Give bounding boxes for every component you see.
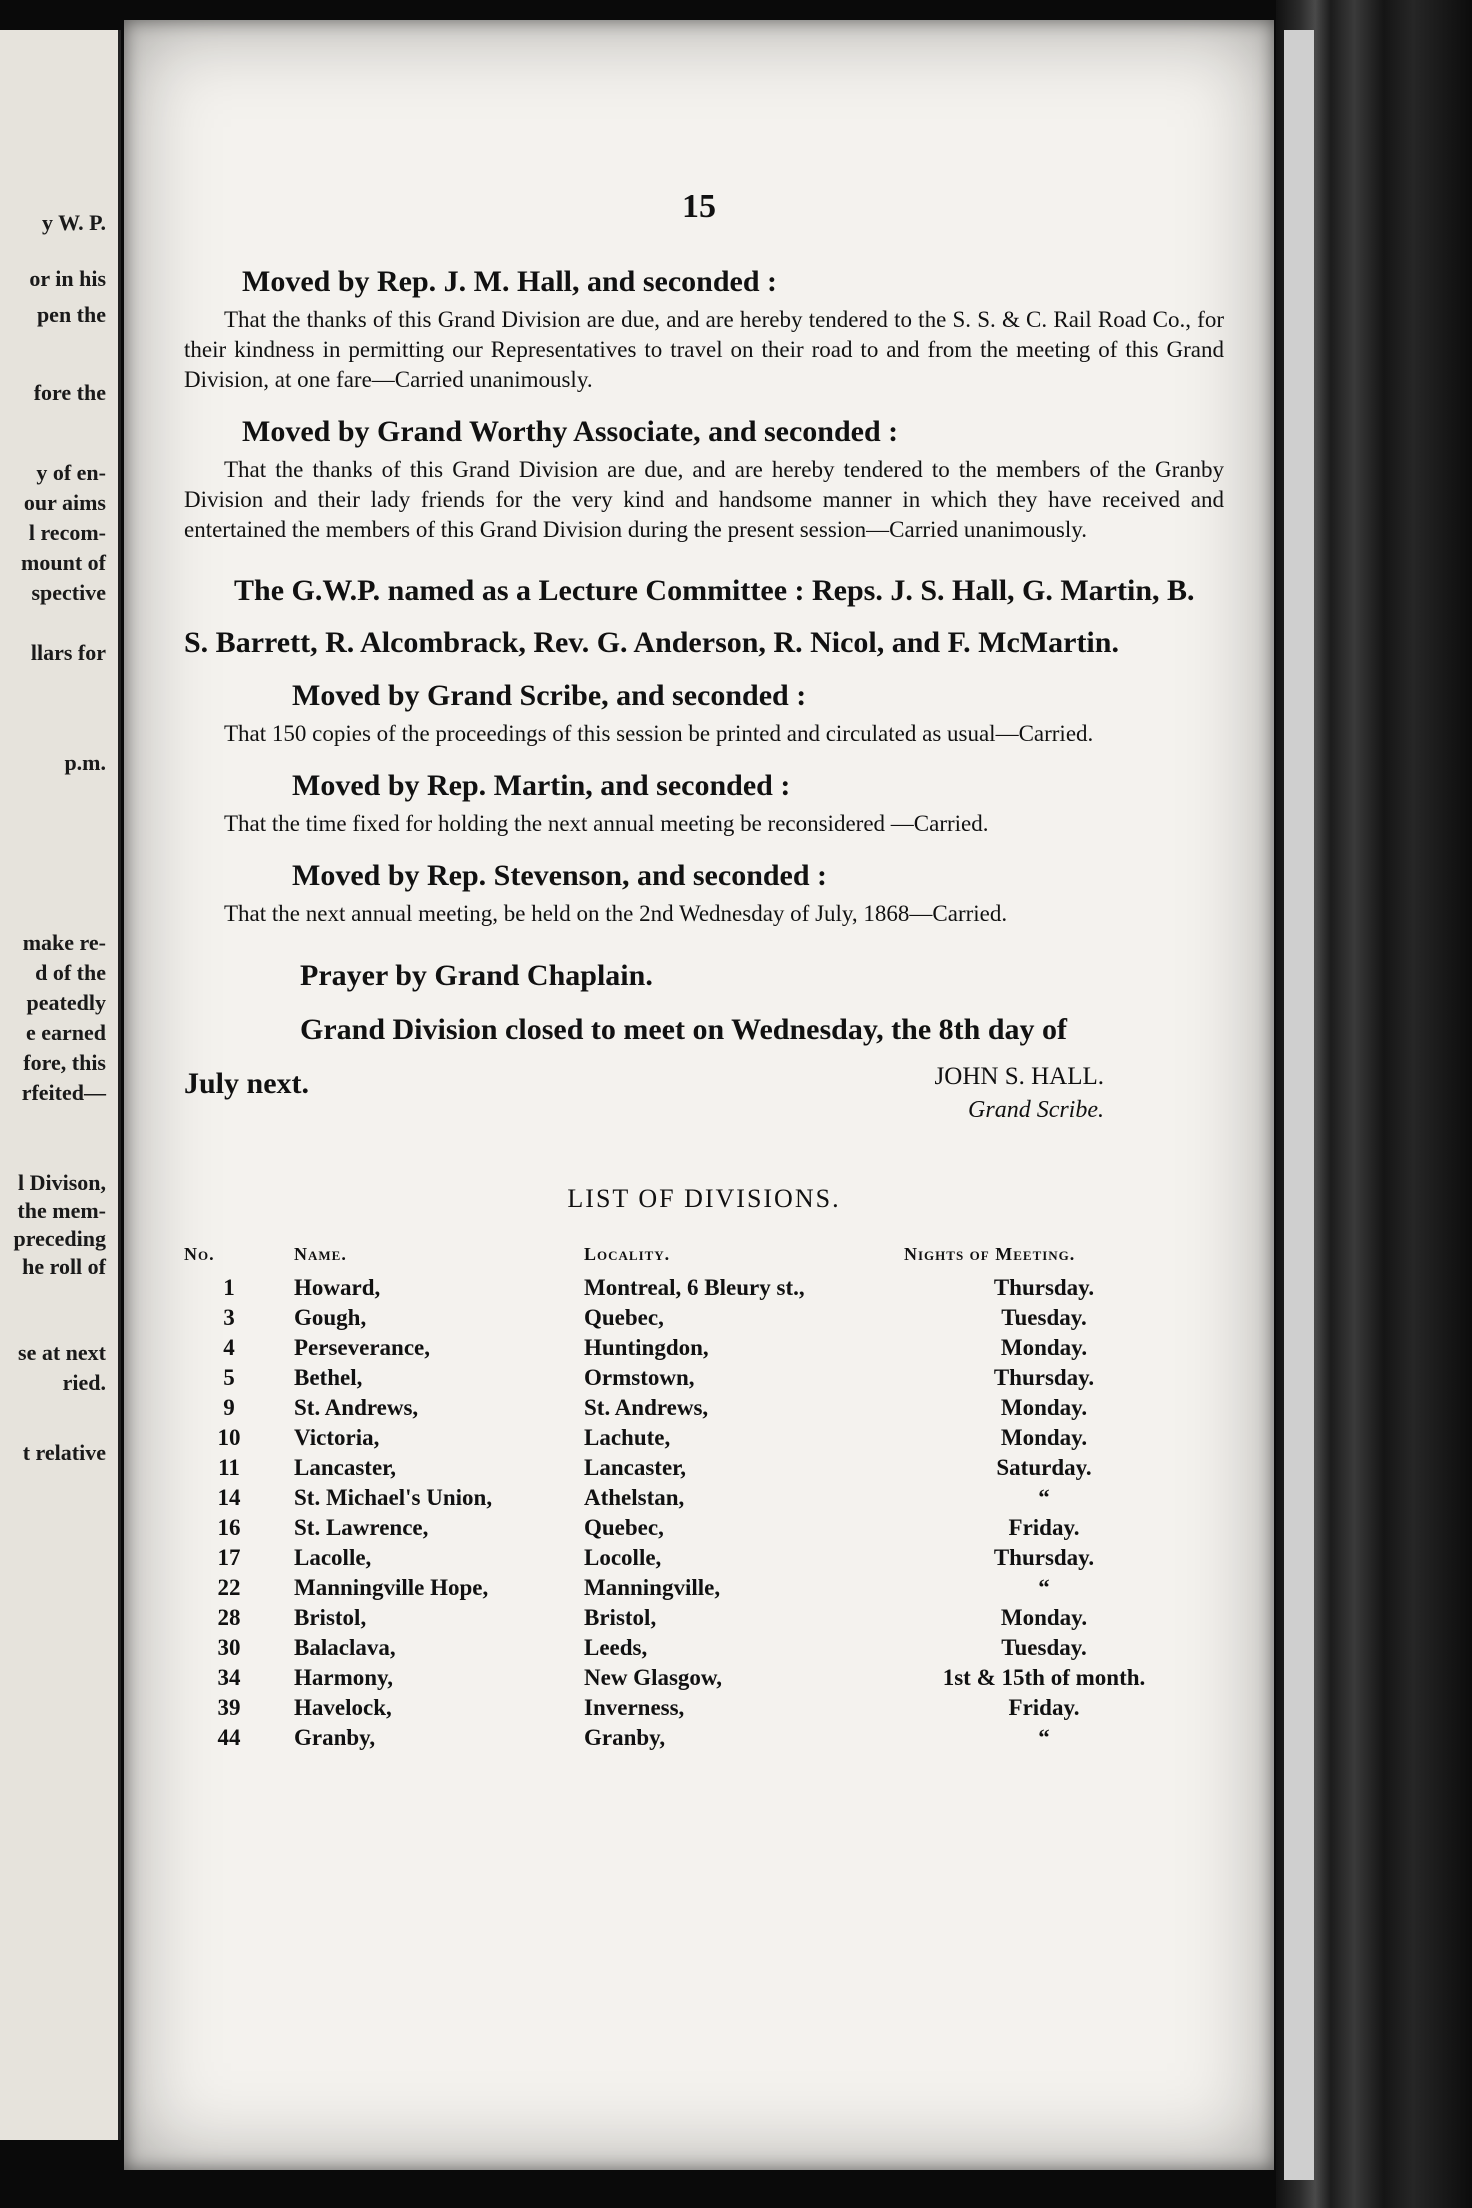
division-night: Friday. — [1008, 1515, 1080, 1540]
page-number: 15 — [682, 188, 716, 225]
divisions-table — [184, 1244, 1184, 1753]
division-name: Havelock, — [294, 1695, 392, 1720]
left-page-fragment: fore the — [33, 380, 106, 405]
table-row — [184, 1663, 1184, 1693]
closed-line: Grand Division closed to meet on Wednesday, the 8th day of — [300, 1013, 1068, 1046]
left-page-fragment: l recom- — [28, 520, 106, 545]
left-page-fragment: peatedly — [26, 990, 106, 1015]
division-no: 1 — [223, 1275, 235, 1300]
table-row — [184, 1363, 1184, 1393]
left-page-fragment: pen the — [36, 302, 106, 327]
table-row — [184, 1603, 1184, 1633]
signature-name: JOHN S. HALL. — [934, 1063, 1104, 1090]
left-page-fragment: y W. P. — [41, 210, 106, 235]
closed-line-end: July next. — [184, 1067, 310, 1100]
header-nights: Nights of Meeting. — [904, 1244, 1076, 1264]
left-page-fragment: ried. — [62, 1370, 106, 1395]
division-no: 14 — [217, 1485, 241, 1510]
motion-heading: Moved by Rep. J. M. Hall, and seconded : — [242, 265, 778, 298]
motion-text: That the next annual meeting, be held on the 2nd Wednesday of July, 1868—Carried. — [224, 901, 1008, 926]
left-page-fragment: e earned — [25, 1020, 106, 1045]
division-name: Perseverance, — [294, 1335, 431, 1360]
division-no: 28 — [217, 1605, 241, 1630]
left-page-fragment: he roll of — [22, 1254, 106, 1279]
division-locality: Huntingdon, — [584, 1335, 709, 1360]
division-night: 1st & 15th of month. — [942, 1665, 1146, 1690]
division-night: “ — [1038, 1725, 1050, 1750]
motion-3 — [184, 679, 1224, 749]
division-locality: Ormstown, — [584, 1365, 695, 1390]
table-row — [184, 1483, 1184, 1513]
division-name: Victoria, — [294, 1425, 380, 1450]
division-locality: Manningville, — [584, 1575, 721, 1600]
division-night: Tuesday. — [1001, 1635, 1087, 1660]
division-night: “ — [1038, 1485, 1050, 1510]
table-row — [184, 1303, 1184, 1333]
motion-5 — [184, 859, 1224, 929]
motion-text: That the thanks of this Grand Division are due, and are hereby tendered to the S. S. & C. Rail Road Co., for their kindness in permitting our Representatives to travel on their road to and from the meeting of this Grand Division, at one fare—Carried unanimously. — [184, 307, 1224, 392]
left-page-fragment: fore, this — [23, 1050, 106, 1075]
motion-heading: Moved by Grand Worthy Associate, and seconded : — [242, 415, 899, 448]
motion-heading: Moved by Rep. Stevenson, and seconded : — [292, 859, 828, 892]
left-facing-page — [0, 30, 121, 2140]
list-title: LIST OF DIVISIONS. — [567, 1184, 841, 1213]
left-page-fragment: preceding — [13, 1226, 106, 1251]
division-no: 10 — [217, 1425, 241, 1450]
division-name: St. Michael's Union, — [294, 1485, 493, 1510]
division-locality: New Glasgow, — [584, 1665, 722, 1690]
division-night: Monday. — [1000, 1395, 1088, 1420]
division-locality: Lancaster, — [584, 1455, 687, 1480]
motion-heading: Moved by Grand Scribe, and seconded : — [292, 679, 807, 712]
division-locality: Quebec, — [584, 1305, 664, 1330]
table-row — [184, 1633, 1184, 1663]
division-no: 44 — [217, 1725, 241, 1750]
division-name: St. Lawrence, — [294, 1515, 429, 1540]
division-name: Bethel, — [294, 1365, 363, 1390]
division-night: “ — [1038, 1575, 1050, 1600]
division-locality: Granby, — [584, 1725, 666, 1750]
division-locality: Montreal, 6 Bleury st., — [584, 1275, 805, 1300]
division-night: Monday. — [1000, 1425, 1088, 1450]
header-name: Name. — [294, 1244, 347, 1264]
left-page-fragment: our aims — [23, 490, 106, 515]
left-page-fragment: or in his — [29, 266, 106, 291]
left-page-fragment: rfeited— — [21, 1080, 106, 1105]
division-no: 17 — [217, 1545, 241, 1570]
motion-heading: Moved by Rep. Martin, and seconded : — [292, 769, 791, 802]
left-page-fragment: y of en- — [36, 460, 106, 485]
division-no: 22 — [217, 1575, 241, 1600]
left-page-fragment: llars for — [30, 640, 106, 665]
division-no: 5 — [223, 1365, 235, 1390]
page-content — [184, 265, 1224, 1753]
division-night: Friday. — [1008, 1695, 1080, 1720]
motion-text: That 150 copies of the proceedings of this session be printed and circulated as usual—Carried. — [224, 721, 1094, 746]
header-locality: Locality. — [584, 1244, 671, 1264]
table-row — [184, 1273, 1184, 1303]
division-night: Tuesday. — [1001, 1305, 1087, 1330]
division-name: Gough, — [294, 1305, 367, 1330]
table-row — [184, 1573, 1184, 1603]
division-name: Lacolle, — [294, 1545, 372, 1570]
division-name: Bristol, — [294, 1605, 367, 1630]
division-no: 30 — [217, 1635, 241, 1660]
signature — [184, 1063, 1224, 1124]
division-name: Harmony, — [294, 1665, 394, 1690]
division-locality: Athelstan, — [584, 1485, 685, 1510]
left-page-fragment: spective — [31, 580, 106, 605]
table-row — [184, 1453, 1184, 1483]
motion-text: That the time fixed for holding the next annual meeting be reconsidered —Carried. — [224, 811, 989, 836]
table-header-row — [184, 1244, 1184, 1273]
book-edge — [1276, 0, 1472, 2208]
prayer-line: Prayer by Grand Chaplain. — [300, 959, 653, 992]
division-no: 9 — [223, 1395, 235, 1420]
table-row — [184, 1423, 1184, 1453]
division-night: Monday. — [1000, 1335, 1088, 1360]
division-name: Manningville Hope, — [294, 1575, 489, 1600]
division-night: Thursday. — [993, 1545, 1095, 1570]
lecture-committee: The G.W.P. named as a Lecture Committee : Reps. J. S. Hall, G. Martin, B. S. Barrett, R. Alcombrack, Rev. G. Anderson, R. Nicol, and F. McMartin. — [184, 574, 1195, 659]
left-page-fragment: mount of — [21, 550, 106, 575]
division-locality: Lachute, — [584, 1425, 671, 1450]
division-night: Saturday. — [996, 1455, 1092, 1480]
header-no: No. — [184, 1244, 215, 1264]
motion-1 — [184, 265, 1224, 395]
division-name: Balaclava, — [294, 1635, 396, 1660]
division-locality: St. Andrews, — [584, 1395, 709, 1420]
division-no: 34 — [217, 1665, 241, 1690]
division-no: 11 — [218, 1455, 240, 1480]
table-row — [184, 1513, 1184, 1543]
left-page-fragment: p.m. — [64, 750, 106, 775]
left-page-fragment: d of the — [35, 960, 106, 985]
motion-text: That the thanks of this Grand Division are due, and are hereby tendered to the members of the Granby Division and their lady friends for the very kind and handsome manner in which they have received and entertained the members of this Grand Division during the present session—Carried unanimously. — [184, 457, 1224, 542]
left-page-fragment: the mem- — [17, 1198, 106, 1223]
division-night: Monday. — [1000, 1605, 1088, 1630]
division-no: 4 — [223, 1335, 235, 1360]
page — [124, 20, 1274, 2170]
motion-2 — [184, 415, 1224, 545]
left-page-fragment: se at next — [18, 1340, 106, 1365]
division-locality: Locolle, — [584, 1545, 662, 1570]
division-night: Thursday. — [993, 1365, 1095, 1390]
left-page-fragment: t relative — [22, 1440, 106, 1465]
table-row — [184, 1723, 1184, 1753]
division-locality: Inverness, — [584, 1695, 685, 1720]
division-no: 3 — [223, 1305, 235, 1330]
table-row — [184, 1543, 1184, 1573]
left-page-fragment: l Divison, — [17, 1170, 106, 1195]
page-edge-strip — [1284, 30, 1314, 2180]
division-name: Granby, — [294, 1725, 376, 1750]
division-name: St. Andrews, — [294, 1395, 419, 1420]
divisions-body — [184, 1273, 1184, 1753]
division-locality: Bristol, — [584, 1605, 657, 1630]
division-no: 16 — [217, 1515, 241, 1540]
motion-4 — [184, 769, 1224, 839]
table-row — [184, 1693, 1184, 1723]
left-page-fragment: make re- — [22, 930, 106, 955]
table-row — [184, 1333, 1184, 1363]
division-name: Howard, — [294, 1275, 381, 1300]
division-name: Lancaster, — [294, 1455, 397, 1480]
division-locality: Leeds, — [584, 1635, 648, 1660]
signature-role: Grand Scribe. — [968, 1097, 1104, 1123]
division-night: Thursday. — [993, 1275, 1095, 1300]
table-row — [184, 1393, 1184, 1423]
division-no: 39 — [217, 1695, 241, 1720]
division-locality: Quebec, — [584, 1515, 664, 1540]
